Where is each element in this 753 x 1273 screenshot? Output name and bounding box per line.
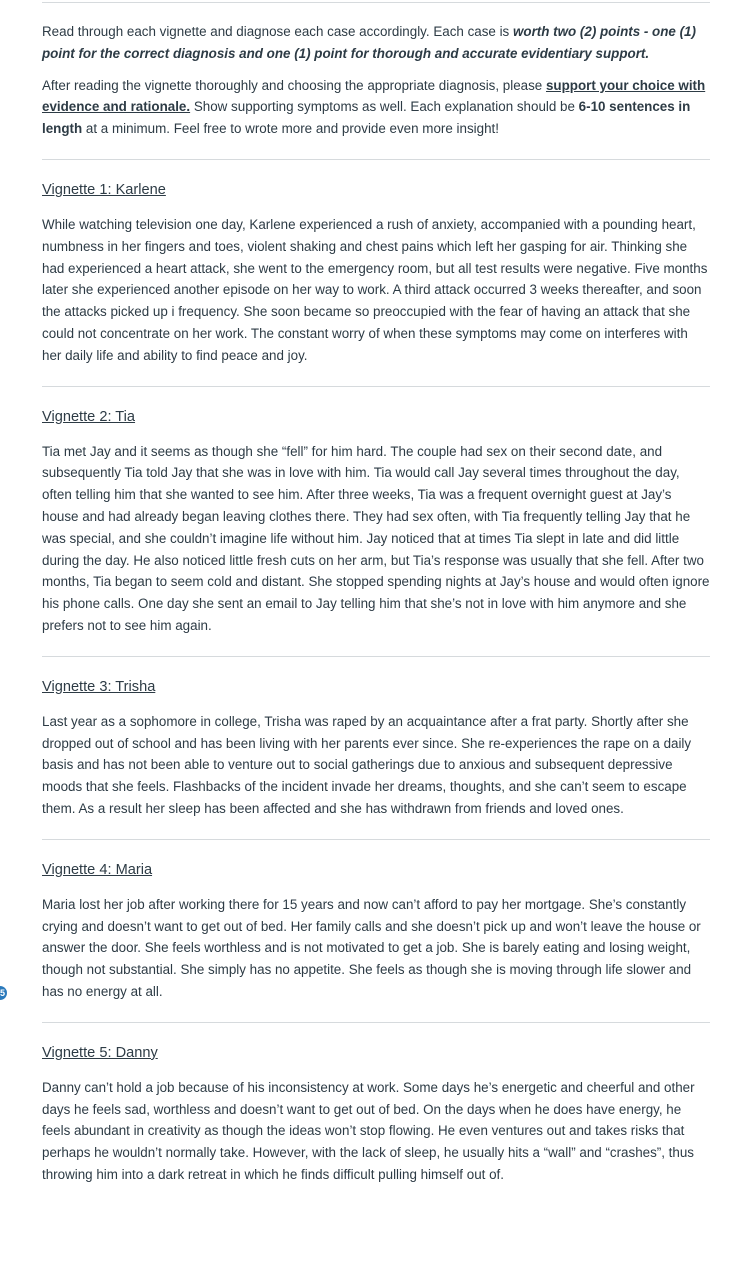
assignment-content <box>42 0 710 1186</box>
vignette-2 <box>42 407 710 637</box>
vignette-3 <box>42 677 710 820</box>
vignette-title: Vignette 3: Trisha <box>42 678 156 695</box>
vignette-body: While watching television one day, Karlene experienced a rush of anxiety, accompanied with a pounding heart, numbness in her fingers and toes, violent shaking and chest pains which left her gasping for air. Thinking she had experienced a heart attack, she went to the emergency room, but all test results were negative. Five months later she experienced another episode on her way to work. A third attack occurred 3 weeks thereafter, and soon the attacks picked up i frequency. She soon became so preoccupied with the fear of having an attack that she could not concentrate on her work. The constant worry of when these symptoms may come on interferes with her daily life and ability to find peace and joy. <box>42 216 708 363</box>
support-choice-emphasis: support your choice with evidence and rationale. <box>42 77 706 115</box>
vignette-5 <box>42 1043 710 1186</box>
top-divider <box>42 2 710 3</box>
length-requirement: 6-10 sentences in length <box>42 99 691 137</box>
vignette-body: Last year as a sophomore in college, Trisha was raped by an acquaintance after a frat party. Shortly after she dropped out of school and has been living with her parents ever since. She re-experiences the rape on a daily basis and has not been able to venture out to social gatherings due to anxious and subsequent depressive moods that she feels. Flashbacks of the incident invade her dreams, thoughts, and she can’t seem to escape them. As a result her sleep has been affected and she has withdrawn from friends and loved ones. <box>42 713 692 816</box>
section-divider <box>42 839 710 840</box>
vignette-title: Vignette 5: Danny <box>42 1044 158 1061</box>
section-divider <box>42 159 710 160</box>
vignette-1 <box>42 180 710 367</box>
vignette-body: Tia met Jay and it seems as though she “fell” for him hard. The couple had sex on their second date, and subsequently Tia told Jay that she was in love with him. Tia would call Jay several times throughout the day, often telling him that she wanted to see him. After three weeks, Tia was a frequent overnight guest at Jay’s house and had already began leaving clothes there. They had sex often, with Tia frequently telling Jay that he was special, and she couldn’t imagine life without him. Jay noticed that at times Tia slept in late and did little during the day. He also noticed little fresh cuts on her arm, but Tia’s response was usually that she fell. After two months, Tia began to seem cold and distant. She stopped spending nights at Jay’s house and would often ignore his phone calls. One day she sent an email to Jay telling him that she’s not in love with him anymore and she prefers not to see him again. <box>42 443 710 633</box>
section-divider <box>42 386 710 387</box>
section-divider <box>42 1022 710 1023</box>
vignette-body: Maria lost her job after working there for 15 years and now can’t afford to pay her mortgage. She’s constantly crying and doesn’t want to get out of bed. Her family calls and she doesn’t pick up and won’t leave the house or answer the door. She feels worthless and is not motivated to get a job. She is barely eating and losing weight, though not substantial. She simply has no appetite. She feels as though she is moving through life slower and has no energy at all. <box>42 896 701 999</box>
section-divider <box>42 656 710 657</box>
instructions-paragraph: Read through each vignette and diagnose each case accordingly. Each case is worth two (2) points - one (1) point for the correct diagnosis and one (1) point for thorough and accurate evidentiary support. <box>42 24 696 61</box>
notification-badge[interactable]: 5 <box>0 986 7 1000</box>
vignette-body: Danny can’t hold a job because of his inconsistency at work. Some days he’s energetic and cheerful and other days he feels sad, worthless and doesn’t want to get out of bed. On the days when he does have energy, he feels abundant in creativity as though the ideas won’t stop flowing. He even ventures out and takes risks that perhaps he wouldn’t normally take. However, with the lack of sleep, he usually hits a “wall” and “crashes”, thus throwing him into a dark retreat in which he finds difficult pulling himself out of. <box>42 1079 695 1182</box>
vignette-title: Vignette 2: Tia <box>42 408 136 425</box>
points-emphasis: worth two (2) points - one (1) point for the correct diagnosis and one (1) point for thorough and accurate evidentiary support <box>42 24 696 61</box>
vignette-title: Vignette 4: Maria <box>42 861 153 878</box>
vignette-title: Vignette 1: Karlene <box>42 181 166 198</box>
vignette-4 <box>42 860 710 1003</box>
explanation-paragraph: After reading the vignette thoroughly and choosing the appropriate diagnosis, please support your choice with evidence and rationale. Show supporting symptoms as well. Each explanation should be 6-10 sentences in length at a minimum. Feel free to wrote more and provide even more insight! <box>42 77 706 137</box>
